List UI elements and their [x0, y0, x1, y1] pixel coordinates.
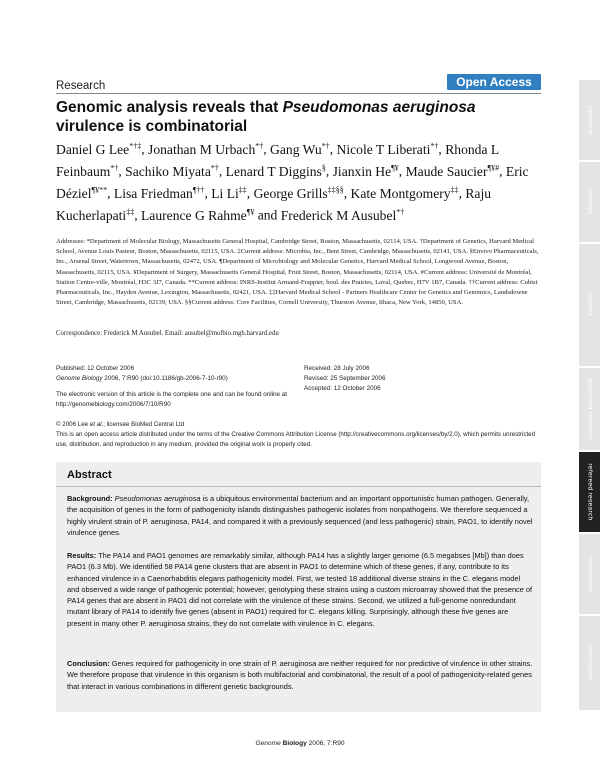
- results-text: The PA14 and PAO1 genomes are remarkably similar, although PA14 has a slightly larger genome (6.5 megabses [Mb]) than does PAO1 (6.3 Mb). We identified 58 PA14 gene clusters that are absent in PAO1 to determine which of these genes, if any, contribute to its enhanced virulence in a Caenorhabditis elegans pathogenicity model. First, we tested 18 additional diverse strains in the C. elegans model and observed a wide range of pathogenic potential; however, genotyping these strains using a custom microarray showed that the presence of PA14 genes that are absent in PAO1 did not correlate with the virulence of these strains. Second, we utilized a full-genome nonredundant mutant library of PA14 to identify five genes (absent in PAO1) required for C. elegans killing. Surprisingly, although these five genes are present in many other P. aeruginosa strains, they do not correlate with virulence in C. elegans.: [67, 551, 533, 628]
- copyright-line: [56, 420, 546, 430]
- copyright-post: ; licensee BioMed Central Ltd: [103, 421, 185, 428]
- abstract-conclusion: [67, 658, 533, 692]
- conclusion-text: Genes required for pathogenicity in one strain of P. aeruginosa are neither required for nor predictive of virulence in other strains. We therefore propose that virulence in this organism is both multifactorial and combinatorial, the result of a pool of pathogenicity-related genes that interact in various combinations in different genetic backgrounds.: [67, 659, 533, 691]
- author-affiliation-marks: *†: [396, 207, 405, 217]
- side-tab-deposited-research[interactable]: [579, 368, 600, 451]
- author-affiliation-marks: *†‡: [129, 141, 142, 150]
- author-name: Rhonda L Feinbaum*†: [56, 141, 499, 179]
- author-affiliation-marks: ¶¥#: [487, 163, 500, 173]
- author-name: Daniel G Lee*†‡: [56, 141, 142, 157]
- author-name: Jianxin He¶¥: [332, 163, 399, 179]
- copyright-pre: © 2006 Lee: [56, 421, 90, 428]
- side-tab-label: refereed research: [586, 463, 593, 521]
- abstract-background: [67, 493, 533, 538]
- title-pre: Genomic analysis reveals that: [56, 99, 283, 116]
- abstract-results: [67, 550, 533, 629]
- footer-journal-bold: Biology: [282, 740, 307, 747]
- section-label: Research: [56, 80, 106, 92]
- side-tab-reports[interactable]: [579, 244, 600, 367]
- side-tab-information[interactable]: [579, 616, 600, 711]
- copyright-etal: et al.: [89, 421, 104, 428]
- citation-text: 2006, 7:R90 (doi:10.1186/gb-2006-7-10-r90): [102, 375, 228, 382]
- side-tab-interactions[interactable]: [579, 534, 600, 615]
- side-tab-label: interactions: [586, 555, 593, 593]
- open-access-badge: Open Access: [447, 74, 541, 90]
- author-name: Gang Wu*†: [270, 141, 330, 157]
- author-name: Laurence G Rahme¶¥: [141, 207, 255, 223]
- article-title: [56, 98, 546, 136]
- revised-date: Revised: 25 September 2006: [304, 374, 386, 382]
- abstract-heading: Abstract: [67, 469, 112, 481]
- author-affiliation-marks: ‡‡: [238, 185, 247, 195]
- side-tab-refereed-research[interactable]: [579, 452, 600, 533]
- author-name: Frederick M Ausubel*†: [280, 207, 405, 223]
- correspondence: Correspondence: Frederick M Ausubel. Email: ausubel@molbio.mgh.harvard.edu: [56, 330, 279, 337]
- author-affiliation-marks: ‡‡§§: [327, 185, 344, 195]
- background-text: is a ubiquitous environmental bacterium and an important opportunistic human pathogen. Generally, the acquisition of genes in the form of pathogenicity islands distinguishes pathogenic isolates from nonpathogens. We therefore sequenced a highly virulent strain of P. aeruginosa, PA14, and compared it with a previously sequenced (and less pathogenic) strain, PAO1, to identify novel virulence genes.: [67, 494, 533, 537]
- author-name: Nicole T Liberati*†: [336, 141, 439, 157]
- received-date: Received: 28 July 2006: [304, 365, 370, 372]
- publication-info: [56, 364, 296, 410]
- title-organism: Pseudomonas aeruginosa: [282, 99, 476, 116]
- author-affiliation-marks: *†: [430, 141, 439, 150]
- author-name: Lisa Friedman¶††: [113, 185, 205, 201]
- side-tab-comment[interactable]: [579, 80, 600, 161]
- copyright: [56, 420, 546, 449]
- footer-citation: 2006, 7:R90: [306, 740, 345, 747]
- side-tab-reviews[interactable]: [579, 162, 600, 243]
- author-name: Maude Saucier¶¥#: [405, 163, 500, 179]
- dates: [304, 364, 504, 393]
- author-name: Kate Montgomery‡‡: [350, 185, 459, 201]
- author-name: George Grills‡‡§§: [253, 185, 344, 201]
- license-text: This is an open access article distributed under the terms of the Creative Commons Attribution License (http://creativecommons.org/licenses/by/2.0), which permits unrestricted use, distribution, and reproduction in any medium, provided the original work is properly cited.: [56, 430, 536, 448]
- electronic-version-note[interactable]: The electronic version of this article is the complete one and can be found online at http://genomebiology.com/2006/7/10/R90: [56, 391, 288, 408]
- author-affiliation-marks: *†: [255, 141, 264, 150]
- author-affiliation-marks: ¶††: [192, 185, 205, 195]
- author-affiliation-marks: *†: [110, 163, 119, 173]
- affiliations: Addresses: *Department of Molecular Biology, Massachusetts General Hospital, Cambridge Street, Boston, Massachusetts, 02114, USA. †Department of Genetics, Harvard Medical School, Avenue Louis Pasteur, Boston, Massachusetts, 02115, USA. ‡Current address: Microbia, Inc., Bent Street, Cambridge, Massachusetts, 02141, USA. §Envivo Pharmaceuticals, Inc., Arsenal Street, Watertown, Massachusetts, 02472, USA. ¶Department of Microbiology and Molecular Genetics, Harvard Medical School, Longwood Avenue, Boston, Massachusetts, 02115, USA. ¥Department of Surgery, Massachusetts General Hospital, Fruit Street, Boston, Massachusetts, 02114, USA. #Current address: Université de Montréal, Station Centre-ville, Montréal, H3C 3J7, Canada. **Current address: INRS-Institut Armand-Frappier, boul. des Prairies, Laval, Quebec, H7V 1B7, Canada. ††Current address: Cubist Pharmaceuticals, Inc., Hayden Avenue, Lexington, Massachusetts, 02421, USA. ‡‡Harvard Medical School - Partners Healthcare Center for Genetics and Genomics, Landsdowne Street, Cambridge, Massachusetts, 02139, USA. §§Current address: Core Facilities, Cornell University, Thurston Avenue, Ithaca, New York, 14850, USA.: [56, 238, 539, 307]
- footer-journal: Genome: [255, 740, 281, 747]
- side-tab-label: deposited research: [586, 378, 593, 440]
- results-label: Results:: [67, 551, 97, 560]
- author-affiliation-marks: *†: [210, 163, 219, 173]
- author-name: Jonathan M Urbach*†: [148, 141, 264, 157]
- accepted-date: Accepted: 12 October 2006: [304, 384, 381, 392]
- journal-name: Genome Biology: [56, 375, 103, 382]
- author-affiliation-marks: ‡‡: [450, 185, 459, 195]
- author-affiliation-marks: ¶¥: [391, 163, 399, 173]
- author-name: Raju Kucherlapati‡‡: [56, 185, 492, 223]
- published-date: Published: 12 October 2006: [56, 365, 135, 372]
- conclusion-label: Conclusion:: [67, 659, 110, 668]
- side-tab-label: information: [586, 645, 593, 681]
- header-divider: [56, 93, 541, 94]
- side-tab-label: reviews: [586, 189, 593, 215]
- author-name: Sachiko Miyata*†: [125, 163, 219, 179]
- author-name: Eric Déziel¶¥**: [56, 163, 529, 201]
- author-affiliation-marks: ‡‡: [126, 207, 135, 217]
- side-tab-label: reports: [586, 293, 593, 317]
- author-affiliation-marks: ¶¥**: [91, 185, 108, 195]
- side-tab-label: comment: [586, 105, 593, 135]
- author-name: Li Li‡‡: [211, 185, 247, 201]
- author-affiliation-marks: §: [321, 163, 326, 173]
- author-affiliation-marks: ¶¥: [246, 207, 255, 217]
- author-name: Lenard T Diggins§: [225, 163, 326, 179]
- author-list: Daniel G Lee*†‡, Jonathan M Urbach*†, Gang Wu*†, Nicole T Liberati*†, Rhonda L Feinbaum*†, Sachiko Miyata*†, Lenard T Diggins§, Jianxin He¶¥, Maude Saucier¶¥#, Eric Déziel¶¥**, Lisa Friedman¶††, Li Li‡‡, George Grills‡‡§§, Kate Montgomery‡‡, Raju Kucherlapati‡‡, Laurence G Rahme¶¥ and Frederick M Ausubel*†: [56, 141, 529, 223]
- title-post: virulence is combinatorial: [56, 118, 248, 135]
- citation: [56, 374, 296, 384]
- author-affiliation-marks: *†: [321, 141, 330, 150]
- background-label: Background:: [67, 494, 113, 503]
- abstract-divider: [56, 486, 541, 487]
- background-organism: Pseudomonas aeruginosa: [114, 494, 201, 503]
- page-footer: [0, 740, 600, 747]
